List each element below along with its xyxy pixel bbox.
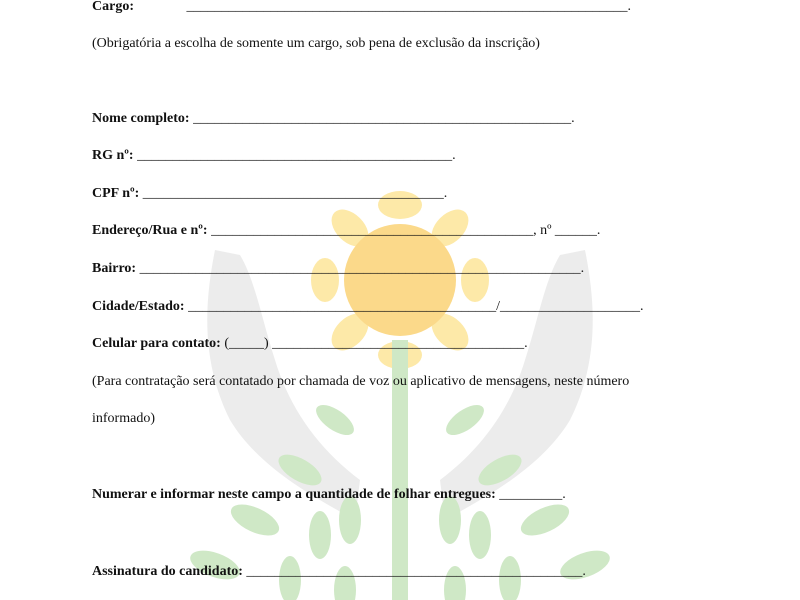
cpf-blank[interactable]: ___________________________________________. (142, 186, 448, 201)
bairro-blank[interactable]: _______________________________________________________________. (139, 261, 585, 276)
endereco-blank[interactable]: ______________________________________________, nº ______. (211, 223, 601, 238)
field-celular (92, 335, 528, 353)
celular-blank[interactable]: (_____) ____________________________________. (224, 336, 528, 351)
field-rg (92, 147, 456, 165)
field-endereco (92, 222, 600, 240)
cidade-blank[interactable]: ____________________________________________/____________________. (188, 299, 644, 314)
cargo-blank[interactable]: _______________________________________________________________ (186, 0, 628, 14)
field-folhas (92, 486, 566, 504)
folhas-blank[interactable]: _________. (499, 487, 566, 502)
assinatura-label: Assinatura do candidato: (92, 564, 243, 579)
cargo-note: (Obrigatória a escolha de somente um cargo, sob pena de exclusão da inscrição) (92, 36, 540, 51)
bairro-label: Bairro: (92, 261, 137, 276)
celular-note-line-1: (Para contratação será contatado por chamada de voz ou aplicativo de mensagens, neste número (92, 374, 630, 389)
field-nome (92, 110, 575, 128)
folhas-label: Numerar e informar neste campo a quantidade de folhar entregues: (92, 487, 496, 502)
endereco-label: Endereço/Rua e nº: (92, 223, 208, 238)
nome-label: Nome completo: (92, 111, 190, 126)
rg-blank[interactable]: _____________________________________________. (137, 148, 456, 163)
cidade-label: Cidade/Estado: (92, 299, 185, 314)
nome-blank[interactable]: ______________________________________________________. (193, 111, 575, 126)
field-cidade (92, 298, 643, 316)
field-assinatura (92, 563, 586, 581)
cargo-label: Cargo: (92, 0, 134, 14)
field-cargo: Cargo: _______________________________________________________________. (92, 0, 631, 14)
celular-note-line-2: informado) (92, 411, 155, 426)
assinatura-blank[interactable]: ________________________________________________. (246, 564, 586, 579)
field-cpf (92, 185, 447, 203)
field-bairro (92, 260, 584, 278)
cpf-label: CPF nº: (92, 186, 140, 201)
celular-label: Celular para contato: (92, 336, 221, 351)
rg-label: RG nº: (92, 148, 134, 163)
